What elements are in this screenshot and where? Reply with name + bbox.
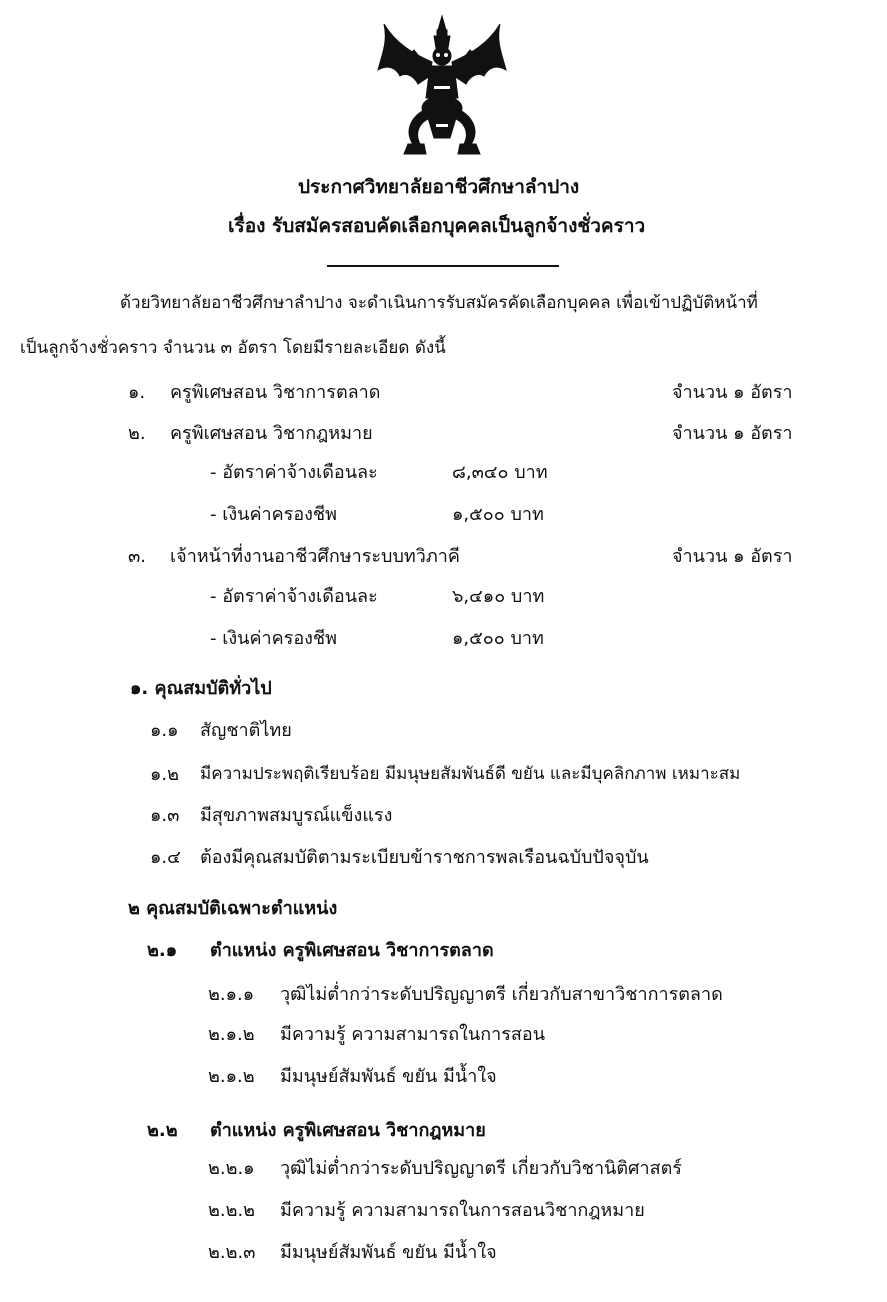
allowance-amount: ๑,๕๐๐ บาท — [452, 628, 544, 649]
item-number: ๒.๑.๒ — [208, 1066, 255, 1087]
position-title: ครูพิเศษสอน วิชากฎหมาย — [170, 423, 373, 444]
subsection-number: ๒.๒ — [147, 1120, 178, 1141]
item-number: ๒.๒.๒ — [208, 1200, 256, 1221]
intro-line-1: ด้วยวิทยาลัยอาชีวศึกษาลำปาง จะดำเนินการรับสมัครคัดเลือกบุคคล เพื่อเข้าปฏิบัติหน้าที่ — [120, 293, 758, 313]
item-text: มีความรู้ ความสามารถในการสอนวิชากฎหมาย — [280, 1200, 645, 1221]
item-text: มีสุขภาพสมบูรณ์แข็งแรง — [200, 805, 393, 826]
announcement-title: ประกาศวิทยาลัยอาชีวศึกษาลำปาง — [298, 176, 580, 198]
item-number: ๒.๑.๒ — [208, 1024, 255, 1045]
position-number: ๑. — [128, 382, 146, 403]
position-title: เจ้าหน้าที่งานอาชีวศึกษาระบบทวิภาคี — [170, 546, 460, 567]
subsection-number: ๒.๑ — [147, 940, 178, 961]
item-text: มีความรู้ ความสามารถในการสอน — [280, 1024, 545, 1045]
garuda-emblem — [374, 14, 510, 160]
item-number: ๒.๑.๑ — [208, 984, 255, 1005]
item-text: วุฒิไม่ต่ำกว่าระดับปริญญาตรี เกี่ยวกับสาขาวิชาการตลาด — [280, 984, 723, 1005]
wage-label: - อัตราค่าจ้างเดือนละ — [210, 586, 378, 607]
intro-line-2: เป็นลูกจ้างชั่วคราว จำนวน ๓ อัตรา โดยมีรายละเอียด ดังนี้ — [20, 338, 446, 358]
item-number: ๑.๒ — [150, 764, 180, 785]
subsection-title: ตำแหน่ง ครูพิเศษสอน วิชาการตลาด — [210, 940, 494, 961]
allowance-amount: ๑,๕๐๐ บาท — [452, 504, 544, 525]
position-number: ๒. — [128, 423, 146, 444]
subsection-title: ตำแหน่ง ครูพิเศษสอน วิชากฎหมาย — [210, 1120, 486, 1141]
item-text: มีมนุษย์สัมพันธ์ ขยัน มีน้ำใจ — [280, 1066, 497, 1087]
position-quota: จำนวน ๑ อัตรา — [672, 423, 793, 444]
position-number: ๓. — [128, 546, 147, 567]
section-heading: ๒ คุณสมบัติเฉพาะตำแหน่ง — [128, 898, 338, 919]
item-number: ๒.๒.๓ — [208, 1242, 256, 1263]
section-heading: ๑. คุณสมบัติทั่วไป — [130, 678, 272, 699]
wage-label: - อัตราค่าจ้างเดือนละ — [210, 462, 378, 483]
position-quota: จำนวน ๑ อัตรา — [672, 546, 793, 567]
item-text: ต้องมีคุณสมบัติตามระเบียบข้าราชการพลเรือนฉบับปัจจุบัน — [200, 847, 649, 868]
item-number: ๑.๑ — [150, 720, 179, 741]
allowance-label: - เงินค่าครองชีพ — [210, 504, 338, 525]
wage-amount: ๘,๓๔๐ บาท — [452, 462, 548, 483]
wage-amount: ๖,๔๑๐ บาท — [452, 586, 545, 607]
item-text: วุฒิไม่ต่ำกว่าระดับปริญญาตรี เกี่ยวกับวิชานิติศาสตร์ — [280, 1158, 682, 1179]
position-quota: จำนวน ๑ อัตรา — [672, 382, 793, 403]
title-divider — [327, 265, 559, 267]
item-text: มีความประพฤติเรียบร้อย มีมนุษยสัมพันธ์ดี ขยัน และมีบุคลิกภาพ เหมาะสม — [200, 764, 741, 784]
announcement-subject: เรื่อง รับสมัครสอบคัดเลือกบุคคลเป็นลูกจ้างชั่วคราว — [228, 215, 646, 237]
item-text: มีมนุษย์สัมพันธ์ ขยัน มีน้ำใจ — [280, 1242, 497, 1263]
item-number: ๑.๓ — [150, 805, 180, 826]
position-title: ครูพิเศษสอน วิชาการตลาด — [170, 382, 381, 403]
item-number: ๒.๒.๑ — [208, 1158, 255, 1179]
item-text: สัญชาติไทย — [200, 720, 292, 741]
item-number: ๑.๔ — [150, 847, 181, 868]
allowance-label: - เงินค่าครองชีพ — [210, 628, 338, 649]
